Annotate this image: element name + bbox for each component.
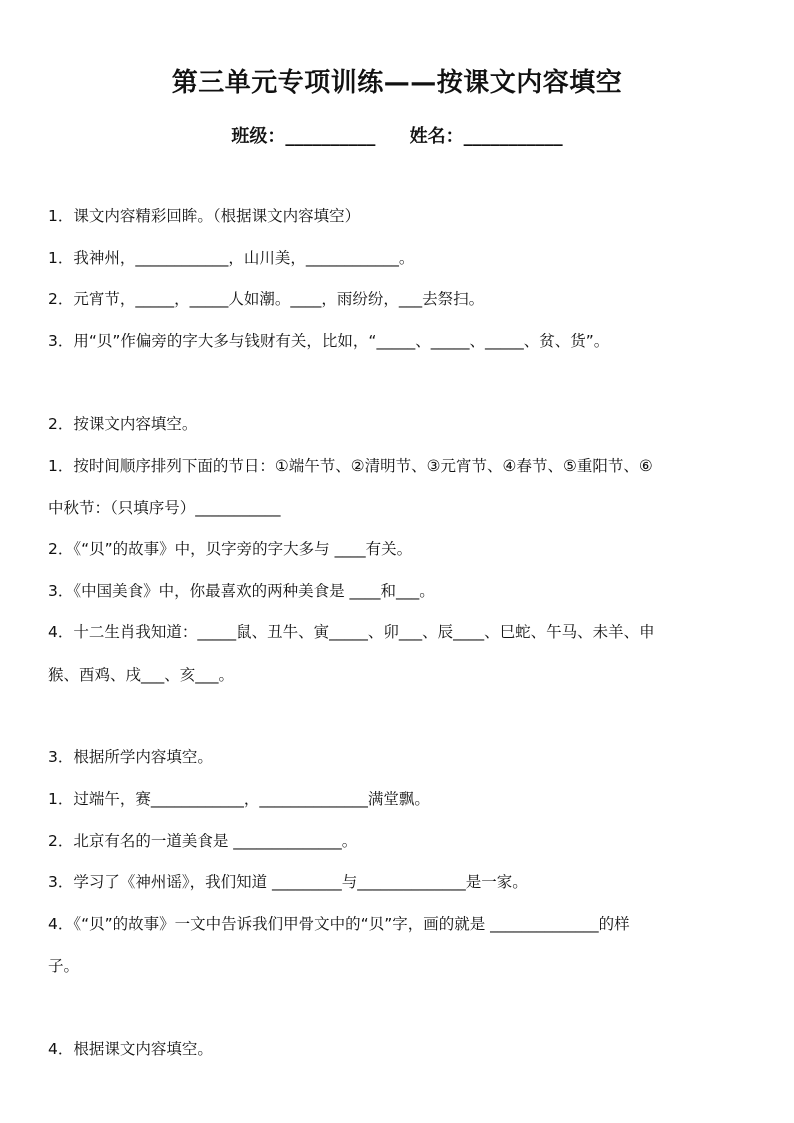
section-1-heading: 1．课文内容精彩回眸。（根据课文内容填空）	[48, 207, 361, 225]
class-field	[231, 122, 375, 148]
question-line: 子。	[48, 957, 80, 975]
question-line: 3．《中国美食》中，你最喜欢的两种美食是 ____和___。	[48, 582, 435, 600]
question-line: 3．学习了《神州谣》，我们知道 _________与______________是一家。	[48, 873, 528, 891]
section-4-heading: 4．根据课文内容填空。	[48, 1040, 213, 1058]
question-line: 猴、酉鸡、戌___、亥___。	[48, 666, 235, 684]
student-info	[0, 122, 794, 148]
question-line: 4．十二生肖我知道：_____鼠、丑牛、寅_____、卯___、辰____、巳蛇、午马、未羊、申	[48, 623, 655, 641]
question-line: 1．按时间顺序排列下面的节日：①端午节、②清明节、③元宵节、④春节、⑤重阳节、⑥	[48, 457, 653, 475]
page-title: 第三单元专项训练——按课文内容填空	[171, 68, 623, 98]
class-label: 班级：	[231, 126, 286, 147]
name-label: 姓名：	[409, 126, 464, 147]
name-blank[interactable]: ___________	[463, 126, 563, 147]
question-line: 中秋节：（只填序号）___________	[48, 499, 281, 517]
section-3-heading: 3．根据所学内容填空。	[48, 748, 213, 766]
question-line: 3．用“贝”作偏旁的字大多与钱财有关，比如，“_____、_____、_____、贫、货”。	[48, 332, 610, 350]
section-2-heading: 2．按课文内容填空。	[48, 415, 198, 433]
question-line: 2．北京有名的一道美食是 ______________。	[48, 832, 358, 850]
name-field	[410, 122, 563, 148]
question-line: 1．过端午，赛____________，______________满堂飘。	[48, 790, 430, 808]
question-line: 1．我神州，____________，山川美，____________。	[48, 249, 415, 267]
class-blank[interactable]: __________	[285, 126, 376, 147]
question-line: 2．元宵节，_____，_____人如潮。____，雨纷纷，___去祭扫。	[48, 290, 485, 308]
question-line: 4．《“贝”的故事》一文中告诉我们甲骨文中的“贝”字，画的就是 ______________的样	[48, 915, 630, 933]
question-line: 2．《“贝”的故事》中，贝字旁的字大多与 ____有关。	[48, 540, 413, 558]
